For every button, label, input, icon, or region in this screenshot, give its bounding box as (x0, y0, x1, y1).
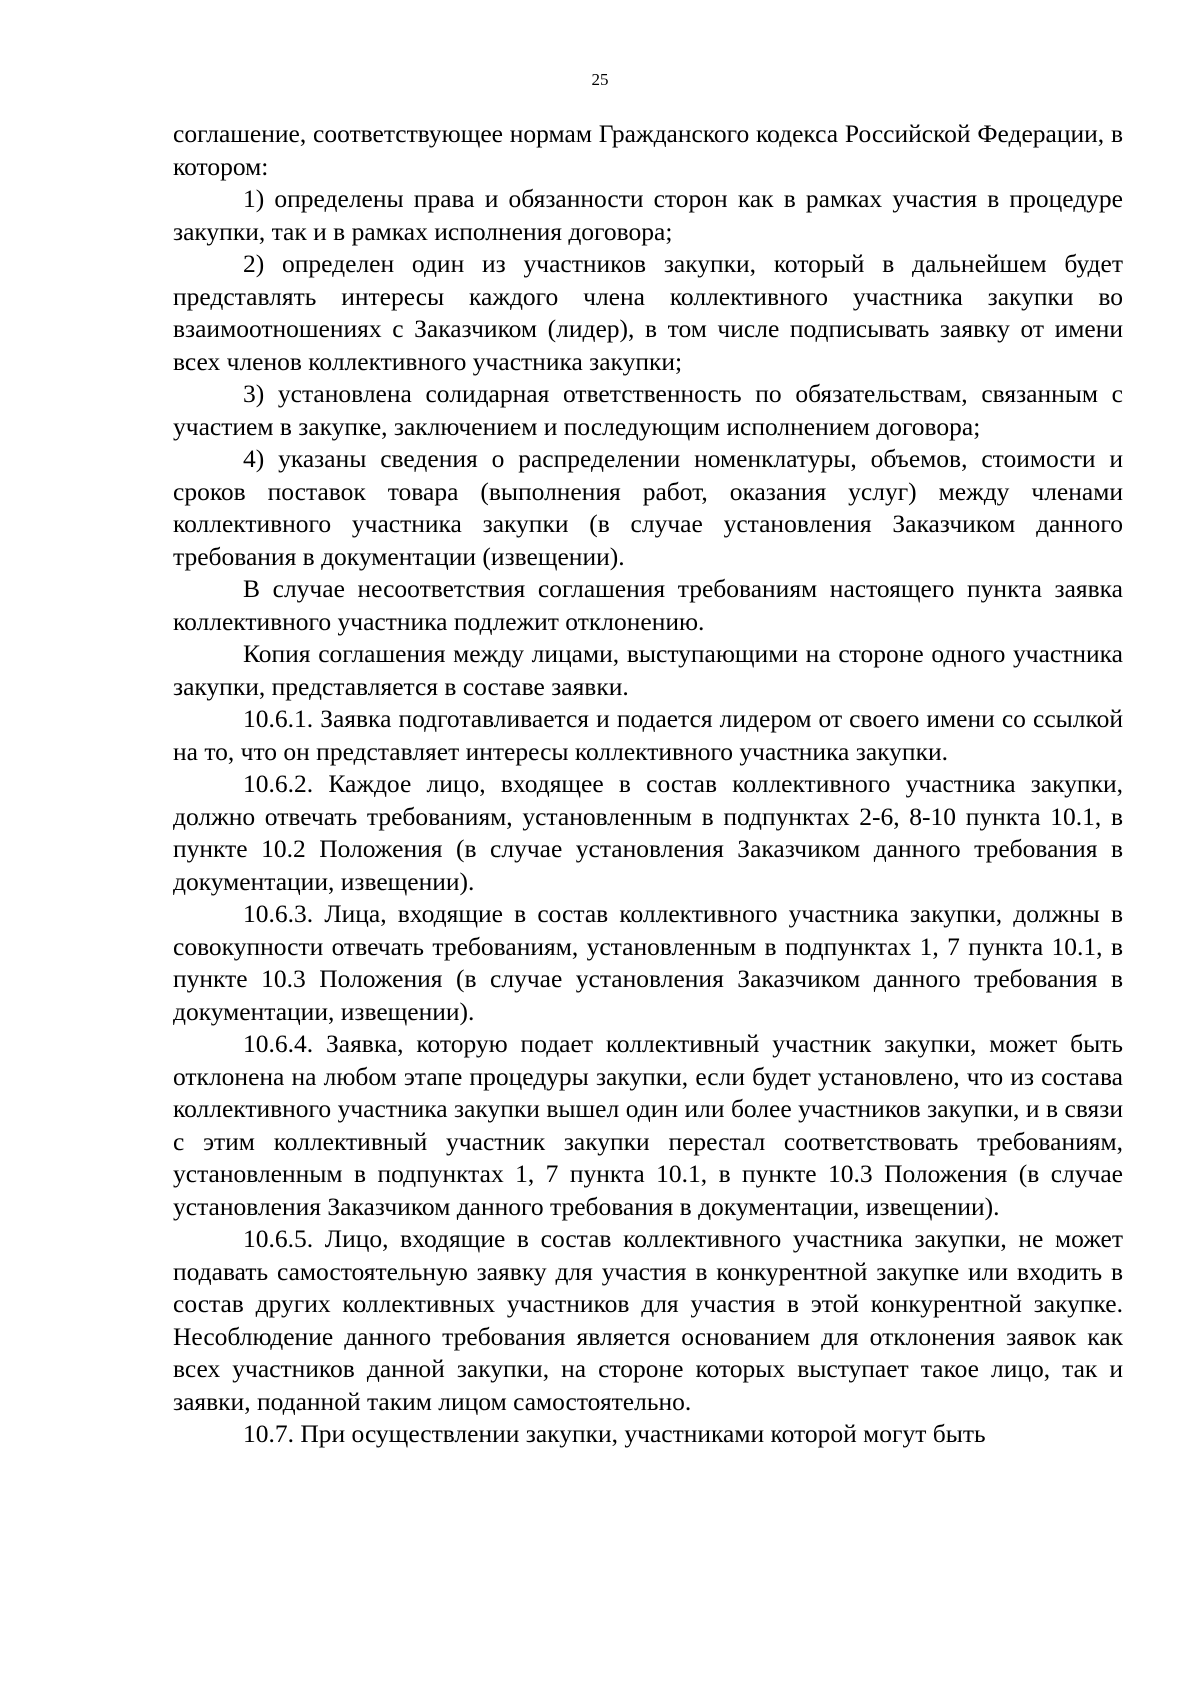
clause-10-6-2: 10.6.2. Каждое лицо, входящее в состав коллективного участника закупки, должно отвечать требованиям, установленным в подпунктах 2-6, 8-10 пункта 10.1, в пункте 10.2 Положения (в случае установления Заказчиком данного требования в документации, извещении). (173, 769, 1123, 896)
paragraph-agreement-copy: Копия соглашения между лицами, выступающими на стороне одного участника закупки, представляется в составе заявки. (173, 639, 1123, 701)
clause-10-6-4: 10.6.4. Заявка, которую подает коллективный участник закупки, может быть отклонена на любом этапе процедуры закупки, если будет установлено, что из состава коллективного участника закупки вышел один или более участников закупки, и в связи с этим коллективный участник закупки перестал соответствовать требованиям, установленным в подпунктах 1, 7 пункта 10.1, в пункте 10.3 Положения (в случае установления Заказчиком данного требования в документации, извещении). (173, 1029, 1123, 1221)
clause-10-6-5: 10.6.5. Лицо, входящие в состав коллективного участника закупки, не может подавать самостоятельную заявку для участия в конкурентной закупке или входить в состав других коллективных участников для участия в этой конкурентной закупке. Несоблюдение данного требования является основанием для отклонения заявок как всех участников данной закупки, на стороне которых выступает такое лицо, так и заявки, поданной таким лицом самостоятельно. (173, 1224, 1123, 1416)
document-body (173, 118, 1123, 1451)
paragraph-continuation: соглашение, соответствующее нормам Гражданского кодекса Российской Федерации, в котором: (173, 119, 1123, 181)
list-item-2: 2) определен один из участников закупки, который в дальнейшем будет представлять интересы каждого члена коллективного участника закупки во взаимоотношениях с Заказчиком (лидер), в том числе подписывать заявку от имени всех членов коллективного участника закупки; (173, 249, 1123, 376)
list-item-1: 1) определены права и обязанности сторон как в рамках участия в процедуре закупки, так и в рамках исполнения договора; (173, 184, 1123, 246)
page-number: 25 (591, 70, 609, 89)
clause-10-6-3: 10.6.3. Лица, входящие в состав коллективного участника закупки, должны в совокупности отвечать требованиям, установленным в подпунктах 1, 7 пункта 10.1, в пункте 10.3 Положения (в случае установления Заказчиком данного требования в документации, извещении). (173, 899, 1123, 1026)
list-item-3: 3) установлена солидарная ответственность по обязательствам, связанным с участием в закупке, заключением и последующим исполнением договора; (173, 379, 1123, 441)
clause-10-7: 10.7. При осуществлении закупки, участниками которой могут быть (243, 1419, 986, 1448)
paragraph-nonconformity: В случае несоответствия соглашения требованиям настоящего пункта заявка коллективного участника подлежит отклонению. (173, 574, 1123, 636)
list-item-4: 4) указаны сведения о распределении номенклатуры, объемов, стоимости и сроков поставок товара (выполнения работ, оказания услуг) между членами коллективного участника закупки (в случае установления Заказчиком данного требования в документации (извещении). (173, 444, 1123, 571)
clause-10-6-1: 10.6.1. Заявка подготавливается и подается лидером от своего имени со ссылкой на то, что он представляет интересы коллективного участника закупки. (173, 704, 1123, 766)
